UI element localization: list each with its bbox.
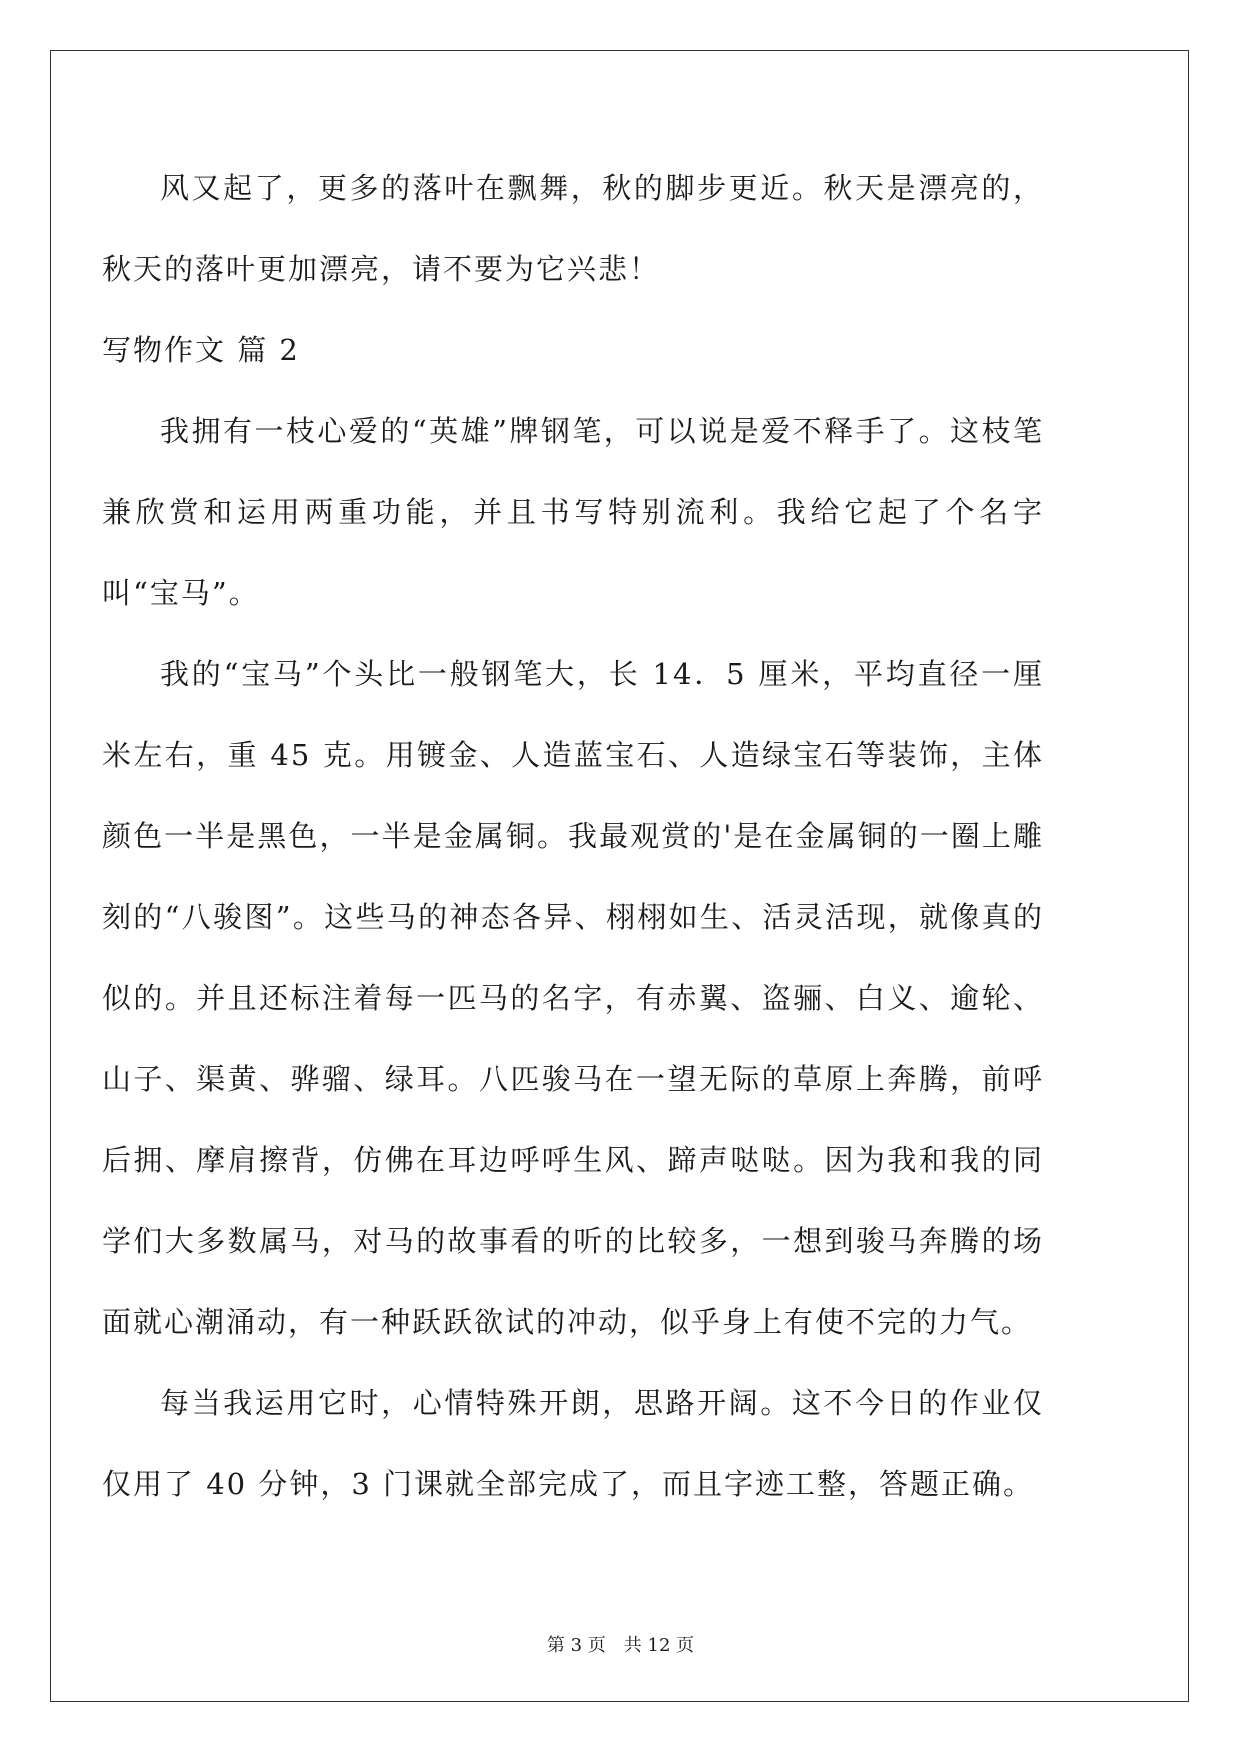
paragraph-pen-intro: 我拥有一枝心爱的“英雄”牌钢笔，可以说是爱不释手了。这枝笔兼欣赏和运用两重功能，并且书写特别流利。我给它起了个名字叫“宝马”。 <box>102 414 1044 610</box>
document-body <box>102 148 1044 1525</box>
paragraph-autumn-ending: 风又起了，更多的落叶在飘舞，秋的脚步更近。秋天是漂亮的，秋天的落叶更加漂亮，请不要为它兴悲！ <box>102 171 1044 286</box>
section-heading: 写物作文 篇 2 <box>102 333 300 367</box>
page-number-footer: 第 3 页 共 12 页 <box>546 1635 695 1656</box>
paragraph-pen-usage: 每当我运用它时，心情特殊开朗，思路开阔。这不今日的作业仅仅用了 40 分钟，3 门课就全部完成了，而且字迹工整，答题正确。 <box>102 1386 1044 1501</box>
paragraph-pen-description: 我的“宝马”个头比一般钢笔大，长 14．5 厘米，平均直径一厘米左右，重 45 克。用镀金、人造蓝宝石、人造绿宝石等装饰，主体颜色一半是黑色，一半是金属铜。我最观赏的'是在金属铜的一圈上雕刻的“八骏图”。这些马的神态各异、栩栩如生、活灵活现，就像真的似的。并且还标注着每一匹马的名字，有赤翼、盗骊、白义、逾轮、山子、渠黄、骅骝、绿耳。八匹骏马在一望无际的草原上奔腾，前呼后拥、摩肩擦背，仿佛在耳边呼呼生风、蹄声哒哒。因为我和我的同学们大多数属马，对马的故事看的听的比较多，一想到骏马奔腾的场面就心潮涌动，有一种跃跃欲试的冲动，似乎身上有使不完的力气。 <box>102 657 1044 1339</box>
